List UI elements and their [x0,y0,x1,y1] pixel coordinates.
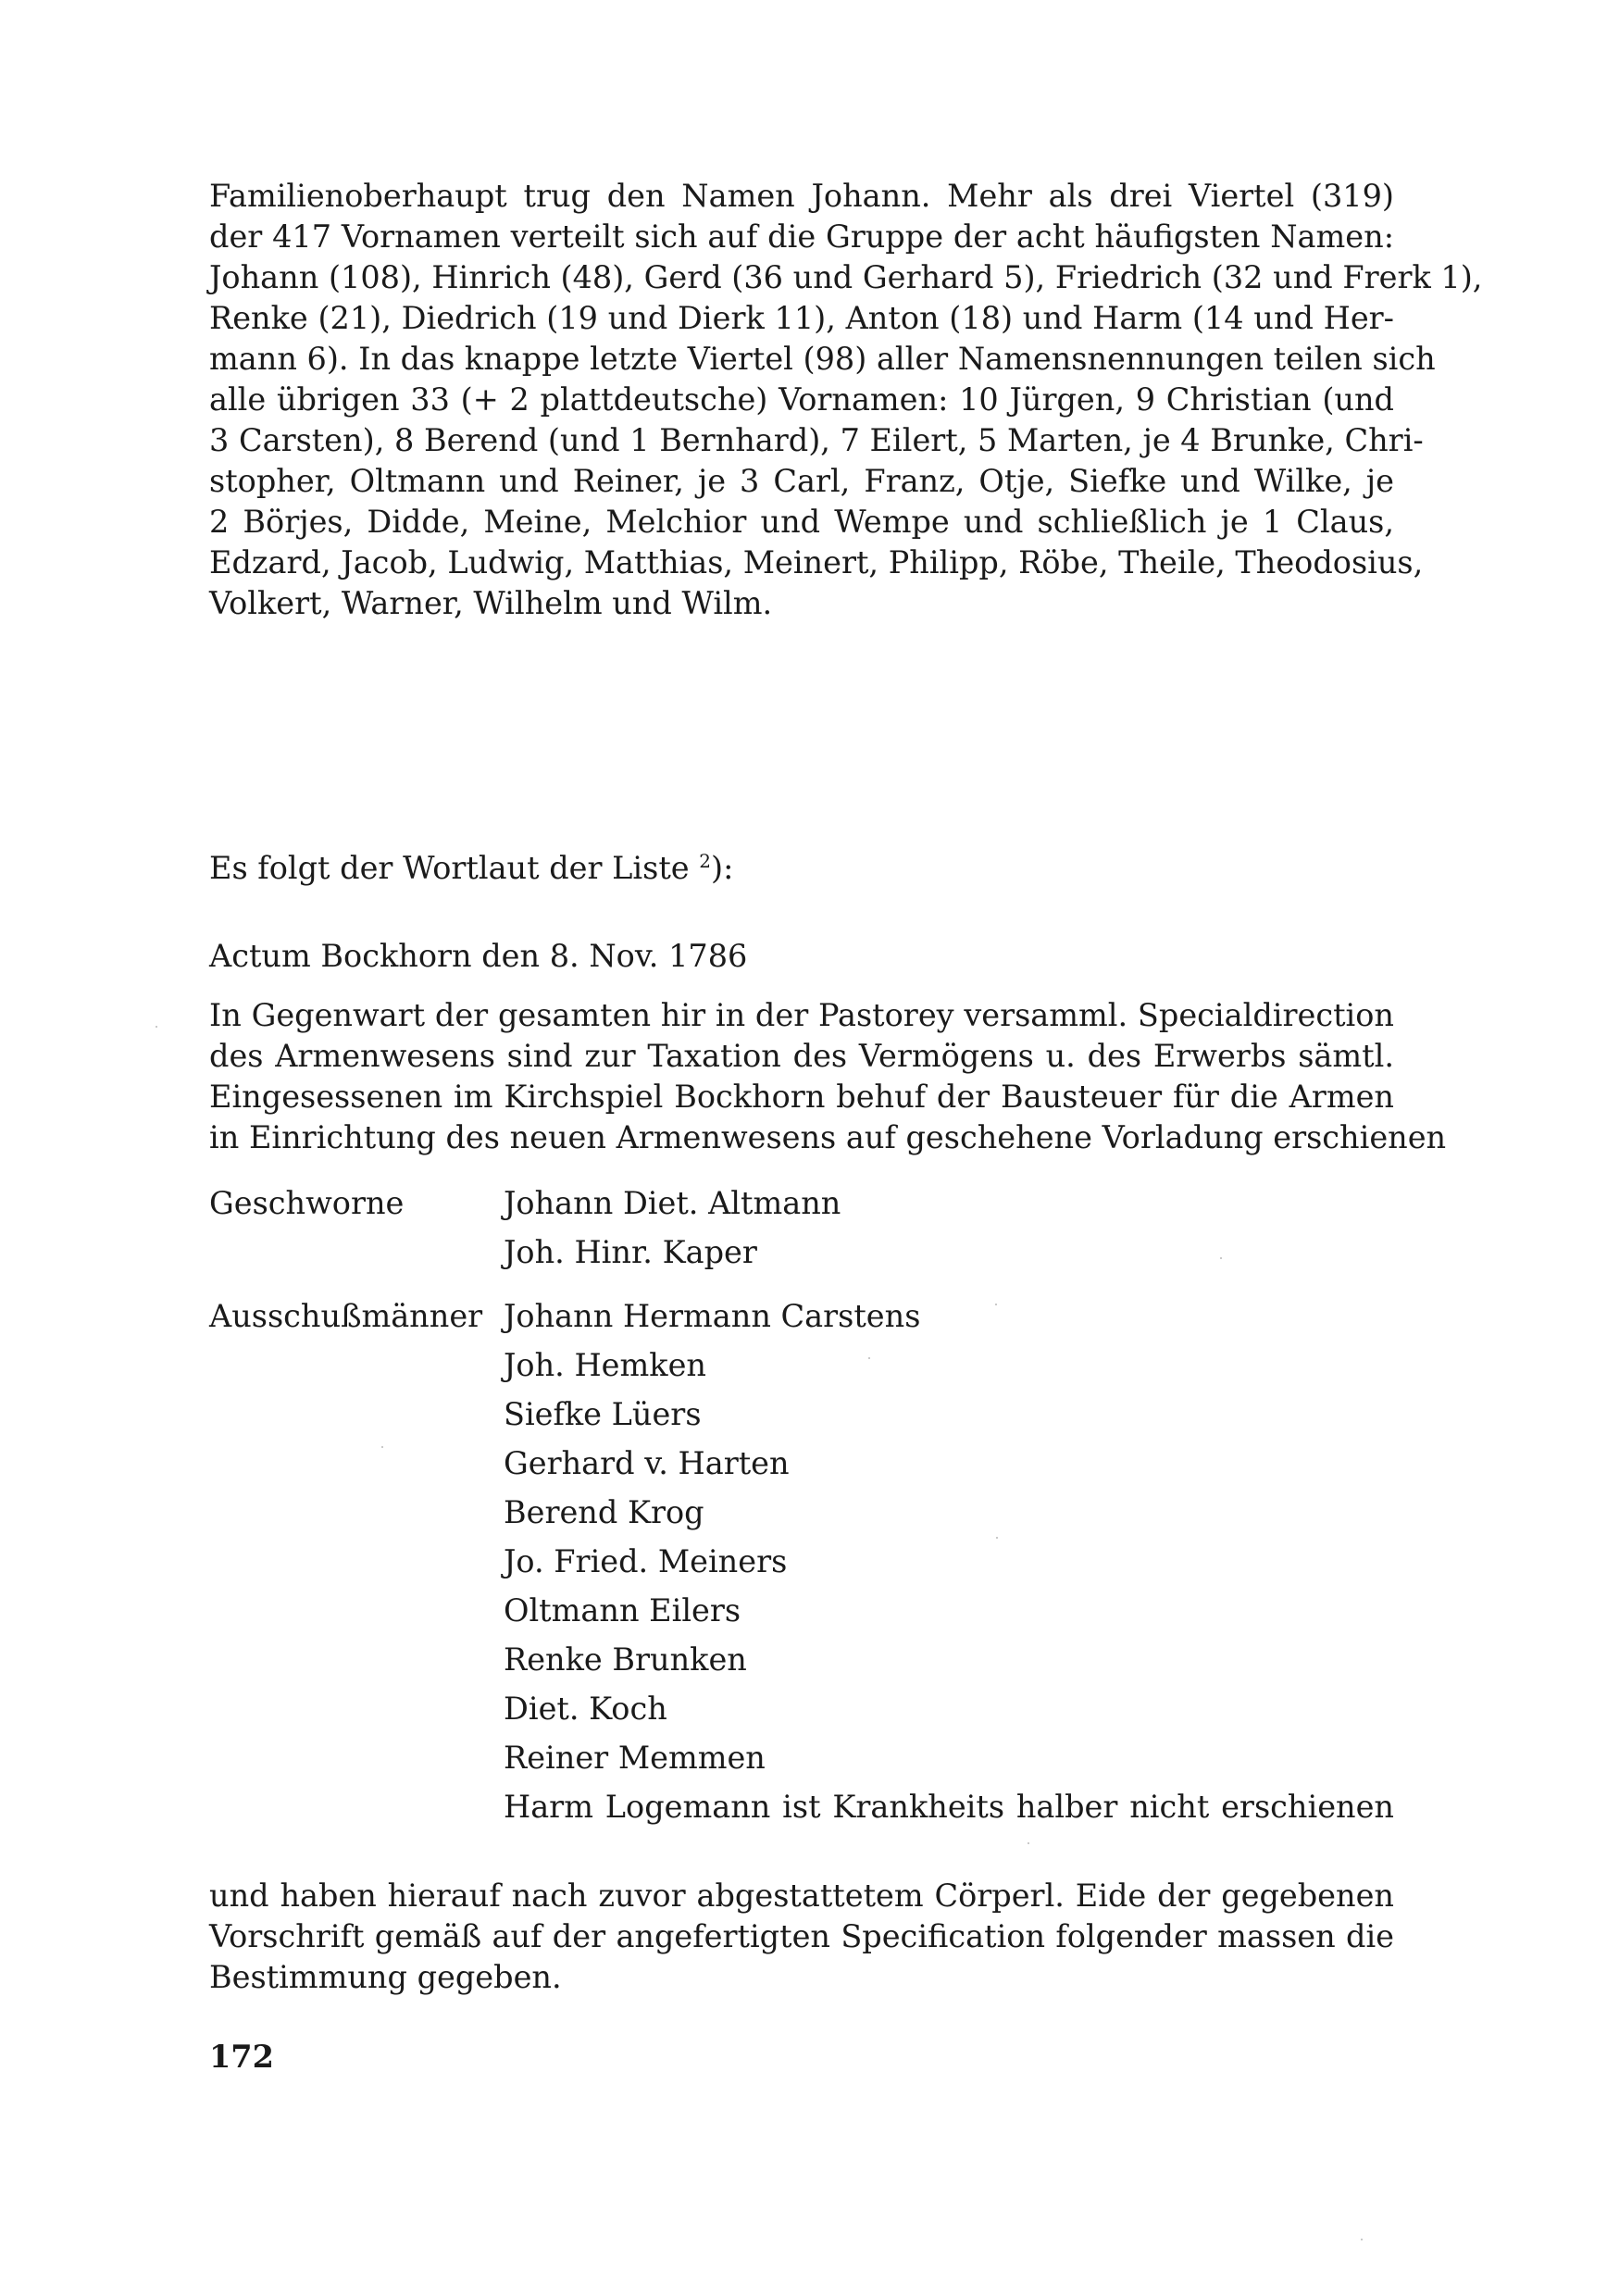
text-line: des Armenwesens sind zur Taxation des Vermögens u. des Erwerbs sämtl. [209,1038,1394,1074]
name-entry: Diet. Koch [504,1691,667,1727]
role-label: Ausschußmänner [209,1298,483,1334]
paragraph-assembly [209,995,1447,1158]
text-line: Familienoberhaupt trug den Namen Johann. Mehr als drei Viertel (319) [209,178,1394,214]
list-intro-text: Es folgt der Wortlaut der Liste [209,850,690,886]
text-line: Edzard, Jacob, Ludwig, Matthias, Meinert, Philipp, Röbe, Theile, Theodosius, [209,544,1424,580]
role-label: Geschworne [209,1185,405,1221]
text-line: der 417 Vornamen verteilt sich auf die Gruppe der acht häufigsten Namen: [209,218,1394,255]
text-line: stopher, Oltmann und Reiner, je 3 Carl, Franz, Otje, Siefke und Wilke, je [209,463,1394,499]
page-number: 172 [209,2039,274,2075]
text-line: mann 6). In das knappe letzte Viertel (98) aller Namensnennungen teilen sich [209,341,1436,377]
name-entry: Berend Krog [504,1494,704,1530]
scan-speck [381,1446,383,1448]
text-line: Volkert, Warner, Wilhelm und Wilm. [209,585,773,621]
name-entry: Gerhard v. Harten [504,1445,790,1481]
text-line: 2 Börjes, Didde, Meine, Melchior und Wempe und schließlich je 1 Claus, [209,504,1394,540]
text-line: Johann (108), Hinrich (48), Gerd (36 und Gerhard 5), Friedrich (32 und Frerk 1), [209,259,1483,295]
scan-speck [868,1357,870,1359]
name-list [504,1183,841,1281]
scan-speck [1028,1842,1029,1844]
text-line: Renke (21), Diedrich (19 und Dierk 11), Anton (18) und Harm (14 und Her- [209,300,1394,336]
paragraph-first-names-statistics [209,176,1483,624]
name-entry: Joh. Hemken [504,1347,706,1383]
name-entry: Johann Hermann Carstens [504,1298,921,1334]
name-list [504,1296,1394,1836]
name-entry: Renke Brunken [504,1641,747,1678]
name-entry: Johann Diet. Altmann [504,1185,841,1221]
text-line: 3 Carsten), 8 Berend (und 1 Bernhard), 7 Eilert, 5 Marten, je 4 Brunke, Chri- [209,422,1424,458]
text-line: und haben hierauf nach zuvor abgestattetem Cörperl. Eide der gegebenen [209,1878,1394,1914]
name-entry: Joh. Hinr. Kaper [504,1234,757,1270]
name-entry: Jo. Fried. Meiners [504,1543,788,1579]
scan-speck [1361,2239,1363,2240]
name-entry: Siefke Lüers [504,1396,702,1432]
name-entry: Oltmann Eilers [504,1592,741,1628]
text-line: Bestimmung gegeben. [209,1959,562,1995]
scan-speck [996,1537,998,1539]
name-entry: Harm Logemann ist Krankheits halber nicht erschienen [504,1789,1394,1825]
document-date: Actum Bockhorn den 8. Nov. 1786 [209,938,748,974]
text-line: In Gegenwart der gesamten hir in der Pastorey versamml. Specialdirection [209,997,1394,1033]
footnote-reference[interactable]: 2 [699,850,712,872]
text-line: alle übrigen 33 (+ 2 plattdeutsche) Vornamen: 10 Jürgen, 9 Christian (und [209,381,1394,418]
paragraph-oath [209,1876,1394,1998]
text-line: Eingesessenen im Kirchspiel Bockhorn behuf der Bausteuer für die Armen [209,1079,1394,1115]
text-line: Vorschrift gemäß auf der angefertigten Specification folgender massen die [209,1918,1394,1954]
scan-speck [156,1026,157,1028]
list-intro-suffix: ): [711,850,734,886]
text-line: in Einrichtung des neuen Armenwesens auf geschehene Vorladung erschienen [209,1119,1447,1155]
scan-speck [995,1304,997,1305]
list-intro-line [209,848,733,889]
scan-speck [1220,1257,1222,1259]
name-entry: Reiner Memmen [504,1740,766,1776]
